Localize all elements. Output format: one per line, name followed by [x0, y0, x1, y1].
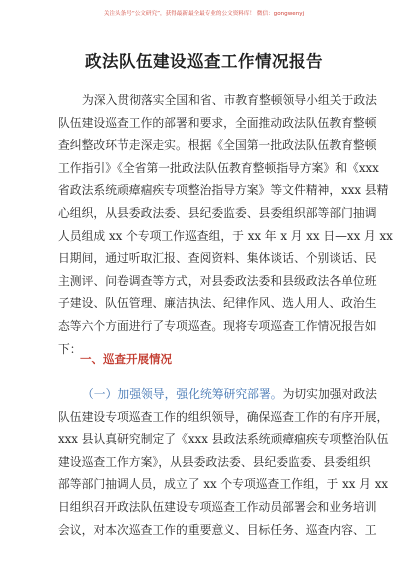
- subsection-paragraph: [58, 383, 389, 541]
- intro-paragraph: [58, 89, 393, 360]
- paragraph-line: 查纠整改环节走深走实。根据《全国第一批政法队伍教育整顿: [58, 138, 377, 153]
- paragraph-line: 人员组成 xx 个专项工作巡查组，于 xx 年 x 月 xx 日—xx 月 xx: [58, 228, 393, 243]
- paragraph-line: 日期间，通过听取汇报、查阅资料、集体谈话、个别谈话、民: [58, 251, 377, 266]
- paragraph-line: 会议，对本次巡查工作的重要意义、目标任务、巡查内容、工: [58, 522, 377, 537]
- document-title: 政法队伍建设巡查工作情况报告: [85, 52, 323, 71]
- paragraph-line: 为深入贯彻落实全国和省、市教育整顿领导小组关于政法: [82, 93, 377, 107]
- header-banner: 关注头条号“公文研究”，获得最新最全最专业的公文资料库！ 微信：gongwenyj: [103, 11, 305, 17]
- paragraph-line: 建设巡查工作方案》，从县委政法委、县纪委监委、县委组织: [58, 454, 371, 469]
- paragraph-line: 队伍建设专项巡查工作的组织领导，确保巡查工作的有序开展，: [58, 409, 389, 424]
- paragraph-line: 部等部门抽调人员，成立了 xx 个专项巡查工作组，于 xx 月 xx: [58, 477, 388, 492]
- section-heading: 一、巡查开展情况: [80, 352, 172, 366]
- paragraph-line: 工作指引》《全省第一批政法队伍教育整顿指导方案》和《xxx: [58, 160, 379, 175]
- paragraph-line: 心组织，从县委政法委、县纪委监委、县委组织部等部门抽调: [58, 205, 377, 220]
- paragraph-line: xxx 县认真研究制定了《xxx 县政法系统顽瘴痼疾专项整治队伍: [58, 432, 389, 447]
- paragraph-line: [58, 383, 377, 406]
- paragraph-line: 主测评、问卷调查等方式，对县委政法委和县级政法各单位班: [58, 273, 377, 288]
- paragraph-line: 日组织召开政法队伍建设专项巡查工作动员部署会和业务培训: [58, 499, 377, 514]
- paragraph-text: 为切实加强对政法: [282, 387, 377, 401]
- paragraph-line: 下：: [58, 341, 82, 356]
- paragraph-line: 态等六个方面进行了专项巡查。现将专项巡查工作情况报告如: [58, 318, 377, 333]
- subsection-label: （一）加强领导，强化统筹研究部署。: [82, 387, 283, 401]
- paragraph-line: 队伍建设巡查工作的部署和要求，全面推动政法队伍教育整顿: [58, 115, 377, 130]
- paragraph-line: 省政法系统顽瘴痼疾专项整治指导方案》等文件精神，xxx 县精: [58, 183, 389, 198]
- paragraph-line: 子建设、队伍管理、廉洁执法、纪律作风、选人用人、政治生: [58, 296, 377, 311]
